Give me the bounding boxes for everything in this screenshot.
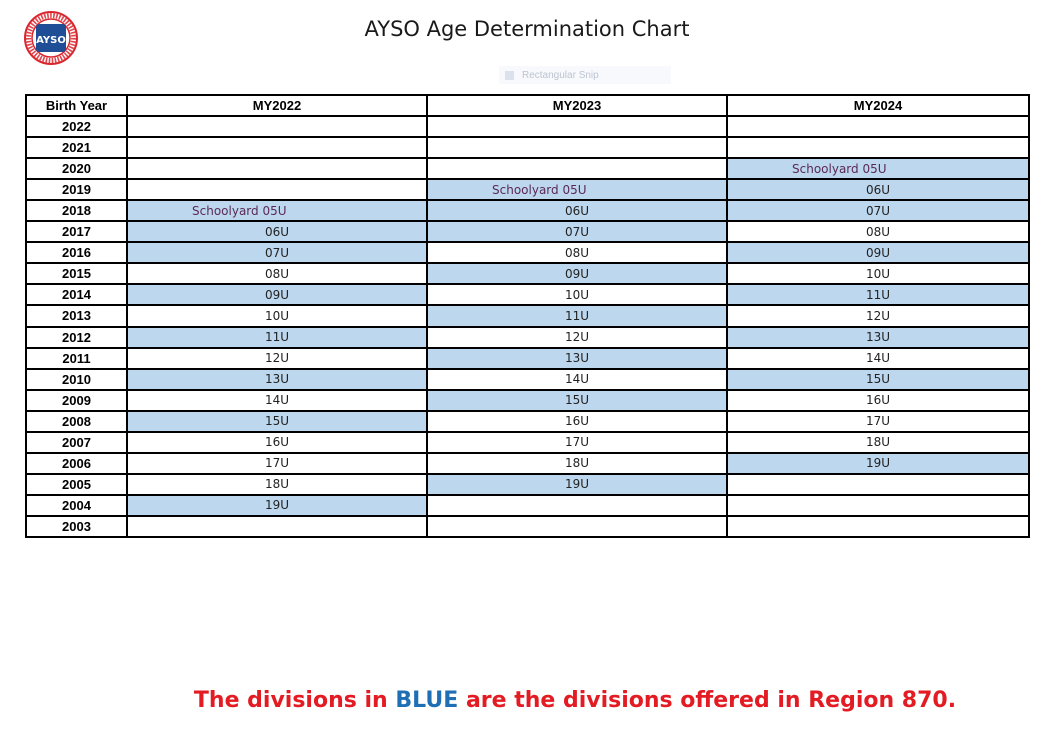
birth-year-cell: 2007 <box>26 432 127 453</box>
birth-year-cell: 2014 <box>26 284 127 305</box>
snip-label: Rectangular Snip <box>522 69 599 81</box>
division-cell: Schoolyard 05U <box>427 179 727 200</box>
division-cell <box>127 137 427 158</box>
table-row <box>26 453 1029 474</box>
division-cell: 16U <box>727 390 1029 411</box>
division-cell: 14U <box>727 348 1029 369</box>
division-cell: 11U <box>727 284 1029 305</box>
table-row <box>26 516 1029 537</box>
birth-year-cell: 2008 <box>26 411 127 432</box>
birth-year-cell: 2011 <box>26 348 127 369</box>
division-cell: 13U <box>727 327 1029 348</box>
division-cell: 13U <box>127 369 427 390</box>
table-row <box>26 432 1029 453</box>
birth-year-cell: 2017 <box>26 221 127 242</box>
division-cell <box>427 158 727 179</box>
division-cell: 17U <box>727 411 1029 432</box>
page-title: AYSO Age Determination Chart <box>364 17 690 41</box>
table-row <box>26 221 1029 242</box>
note-before: The divisions in <box>193 688 396 713</box>
division-cell <box>727 116 1029 137</box>
division-cell: 11U <box>427 305 727 326</box>
division-cell: 07U <box>427 221 727 242</box>
division-cell <box>727 474 1029 495</box>
division-cell <box>727 495 1029 516</box>
birth-year-cell: 2022 <box>26 116 127 137</box>
division-cell <box>127 179 427 200</box>
table-row <box>26 390 1029 411</box>
table-row <box>26 495 1029 516</box>
division-cell: 09U <box>727 242 1029 263</box>
header-my2022: MY2022 <box>127 95 427 116</box>
division-cell <box>727 516 1029 537</box>
table-row <box>26 116 1029 137</box>
division-cell: 15U <box>127 411 427 432</box>
table-row <box>26 137 1029 158</box>
snip-icon <box>505 71 514 80</box>
division-cell: 13U <box>427 348 727 369</box>
division-cell: 16U <box>127 432 427 453</box>
division-cell: 19U <box>127 495 427 516</box>
birth-year-cell: 2004 <box>26 495 127 516</box>
division-cell: 12U <box>127 348 427 369</box>
table-row <box>26 369 1029 390</box>
division-cell: 15U <box>727 369 1029 390</box>
division-cell: 14U <box>127 390 427 411</box>
division-cell: 06U <box>127 221 427 242</box>
birth-year-cell: 2003 <box>26 516 127 537</box>
table-row <box>26 305 1029 326</box>
birth-year-cell: 2019 <box>26 179 127 200</box>
table-row <box>26 263 1029 284</box>
division-cell: 10U <box>127 305 427 326</box>
header-my2024: MY2024 <box>727 95 1029 116</box>
division-cell <box>727 137 1029 158</box>
table-row <box>26 474 1029 495</box>
birth-year-cell: 2006 <box>26 453 127 474</box>
birth-year-cell: 2021 <box>26 137 127 158</box>
division-cell: 10U <box>727 263 1029 284</box>
table-row <box>26 284 1029 305</box>
birth-year-cell: 2020 <box>26 158 127 179</box>
division-cell: 14U <box>427 369 727 390</box>
table-row <box>26 348 1029 369</box>
birth-year-cell: 2015 <box>26 263 127 284</box>
division-cell: 17U <box>427 432 727 453</box>
age-chart-table <box>25 94 1030 538</box>
division-cell: 06U <box>727 179 1029 200</box>
division-cell <box>127 158 427 179</box>
division-cell: 16U <box>427 411 727 432</box>
note-blue-word: BLUE <box>395 688 459 713</box>
birth-year-cell: 2012 <box>26 327 127 348</box>
header-my2023: MY2023 <box>427 95 727 116</box>
table-row <box>26 242 1029 263</box>
division-cell: Schoolyard 05U <box>727 158 1029 179</box>
division-cell: 07U <box>727 200 1029 221</box>
birth-year-cell: 2016 <box>26 242 127 263</box>
division-cell: 08U <box>427 242 727 263</box>
division-cell: 17U <box>127 453 427 474</box>
birth-year-cell: 2005 <box>26 474 127 495</box>
division-cell: 19U <box>427 474 727 495</box>
table-row <box>26 327 1029 348</box>
division-cell: 09U <box>427 263 727 284</box>
division-cell: 06U <box>427 200 727 221</box>
division-cell <box>427 116 727 137</box>
division-cell <box>427 495 727 516</box>
logo-center-text: AYSO <box>36 35 66 46</box>
division-cell <box>427 137 727 158</box>
table-row <box>26 200 1029 221</box>
birth-year-cell: 2009 <box>26 390 127 411</box>
header-birth-year: Birth Year <box>26 95 127 116</box>
division-cell: 12U <box>427 327 727 348</box>
division-cell <box>127 516 427 537</box>
birth-year-cell: 2018 <box>26 200 127 221</box>
division-cell: 09U <box>127 284 427 305</box>
division-cell: 07U <box>127 242 427 263</box>
division-cell: 18U <box>427 453 727 474</box>
birth-year-cell: 2013 <box>26 305 127 326</box>
table-row <box>26 411 1029 432</box>
division-cell: 12U <box>727 305 1029 326</box>
division-cell: 08U <box>727 221 1029 242</box>
note-after: are the divisions offered in Region 870. <box>458 688 957 713</box>
table-row <box>26 158 1029 179</box>
snip-tooltip <box>499 66 671 84</box>
division-cell <box>427 516 727 537</box>
region-note <box>0 688 1054 713</box>
division-cell: 18U <box>127 474 427 495</box>
division-cell: 08U <box>127 263 427 284</box>
division-cell: 18U <box>727 432 1029 453</box>
division-cell: Schoolyard 05U <box>127 200 427 221</box>
division-cell: 15U <box>427 390 727 411</box>
table-row <box>26 179 1029 200</box>
division-cell: 10U <box>427 284 727 305</box>
header-row <box>26 95 1029 116</box>
birth-year-cell: 2010 <box>26 369 127 390</box>
division-cell: 19U <box>727 453 1029 474</box>
division-cell: 11U <box>127 327 427 348</box>
division-cell <box>127 116 427 137</box>
